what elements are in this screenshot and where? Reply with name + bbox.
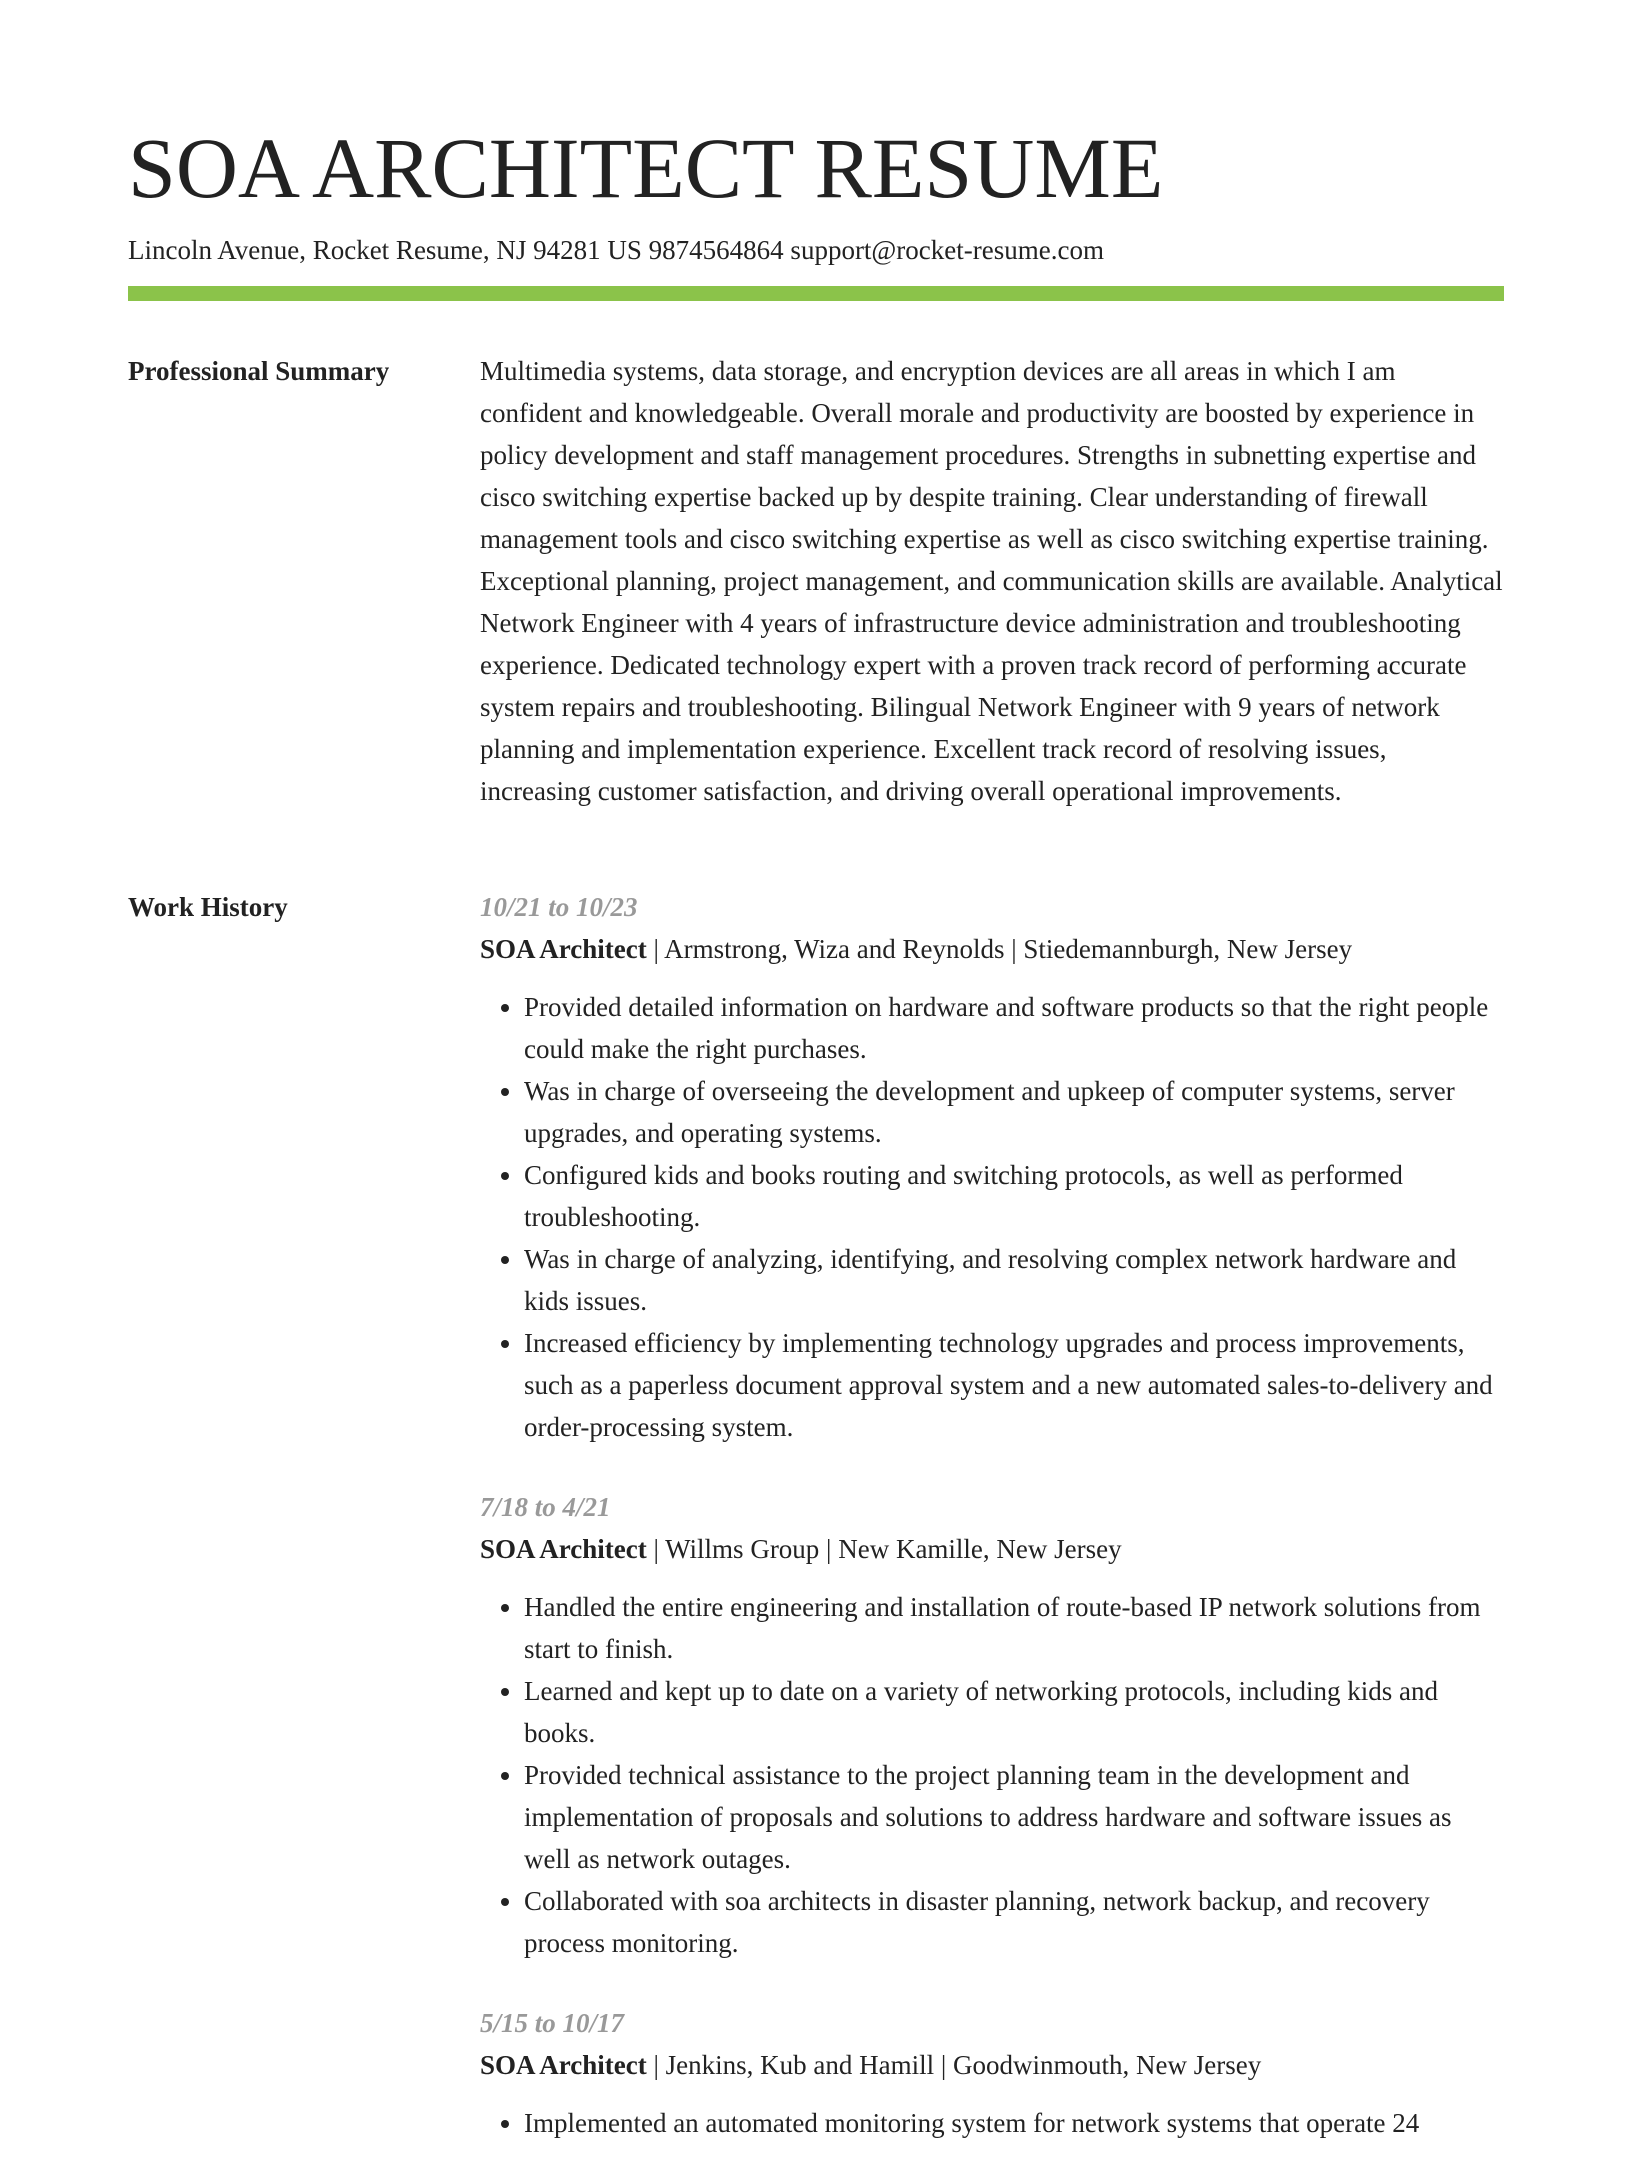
summary-text: Multimedia systems, data storage, and encryption devices are all areas in which I am confident and knowledgeable. Overall morale and productivity are boosted by experience in policy development and staff management procedures. Strengths in subnetting expertise and cisco switching expertise backed up by despite training. Clear understanding of firewall management tools and cisco switching expertise as well as cisco switching expertise training. Exceptional planning, project management, and communication skills are available. Analytical Network Engineer with 4 years of infrastructure device administration and troubleshooting experience. Dedicated technology expert with a proven track record of performing accurate system repairs and troubleshooting. Bilingual Network Engineer with 9 years of network planning and implementation experience. Excellent track record of resolving issues, increasing customer satisfaction, and driving overall operational improvements. xyxy=(480,356,1503,806)
job-heading xyxy=(480,928,1504,970)
job-title: SOA Architect xyxy=(480,2050,647,2080)
job-details: | Armstrong, Wiza and Reynolds | Stiedemannburgh, New Jersey xyxy=(646,934,1353,964)
job-bullet: • Configured kids and books routing and switching protocols, as well as performed troubleshooting. xyxy=(524,1154,1504,1238)
job-bullet: • Was in charge of overseeing the development and upkeep of computer systems, server upgrades, and operating systems. xyxy=(524,1070,1504,1154)
summary-body xyxy=(480,350,1504,812)
job-bullet: • Collaborated with soa architects in disaster planning, network backup, and recovery process monitoring. xyxy=(524,1880,1504,1964)
job-title: SOA Architect xyxy=(480,1534,647,1564)
work-history-body xyxy=(480,886,1504,2182)
job-date: 7/18 to 4/21 xyxy=(480,1492,611,1522)
job-date: 5/15 to 10/17 xyxy=(480,2008,625,2038)
job-bullet: • Provided technical assistance to the project planning team in the development and implementation of proposals and solutions to address hardware and software issues as well as network outages. xyxy=(524,1754,1504,1880)
job-bullet-list xyxy=(480,2102,1504,2144)
job-bullet: • Was in charge of analyzing, identifying, and resolving complex network hardware and kids issues. xyxy=(524,1238,1504,1322)
job-bullet: • Learned and kept up to date on a variety of networking protocols, including kids and books. xyxy=(524,1670,1504,1754)
job-bullet: • Provided detailed information on hardware and software products so that the right people could make the right purchases. xyxy=(524,986,1504,1070)
work-history-label: Work History xyxy=(128,892,288,922)
header-divider xyxy=(128,286,1504,301)
job-date: 10/21 to 10/23 xyxy=(480,892,638,922)
resume-title: SOA ARCHITECT RESUME xyxy=(128,120,1164,216)
job-bullet: • Handled the entire engineering and installation of route-based IP network solutions from start to finish. xyxy=(524,1586,1504,1670)
job-heading xyxy=(480,1528,1504,1570)
job-bullet: • Implemented an automated monitoring system for network systems that operate 24 xyxy=(524,2102,1504,2144)
job-bullet-list xyxy=(480,986,1504,1448)
contact-info: Lincoln Avenue, Rocket Resume, NJ 94281 US 9874564864 support@rocket-resume.com xyxy=(128,235,1104,265)
job-entry xyxy=(480,2002,1504,2144)
job-bullet-list xyxy=(480,1586,1504,1964)
job-entry xyxy=(480,886,1504,1448)
summary-label: Professional Summary xyxy=(128,356,390,386)
job-details: | Willms Group | New Kamille, New Jersey xyxy=(646,1534,1122,1564)
job-details: | Jenkins, Kub and Hamill | Goodwinmouth, New Jersey xyxy=(646,2050,1262,2080)
job-bullet: • Increased efficiency by implementing technology upgrades and process improvements, such as a paperless document approval system and a new automated sales-to-delivery and order-processing system. xyxy=(524,1322,1504,1448)
job-title: SOA Architect xyxy=(480,934,647,964)
job-heading xyxy=(480,2044,1504,2086)
job-entry xyxy=(480,1486,1504,1964)
